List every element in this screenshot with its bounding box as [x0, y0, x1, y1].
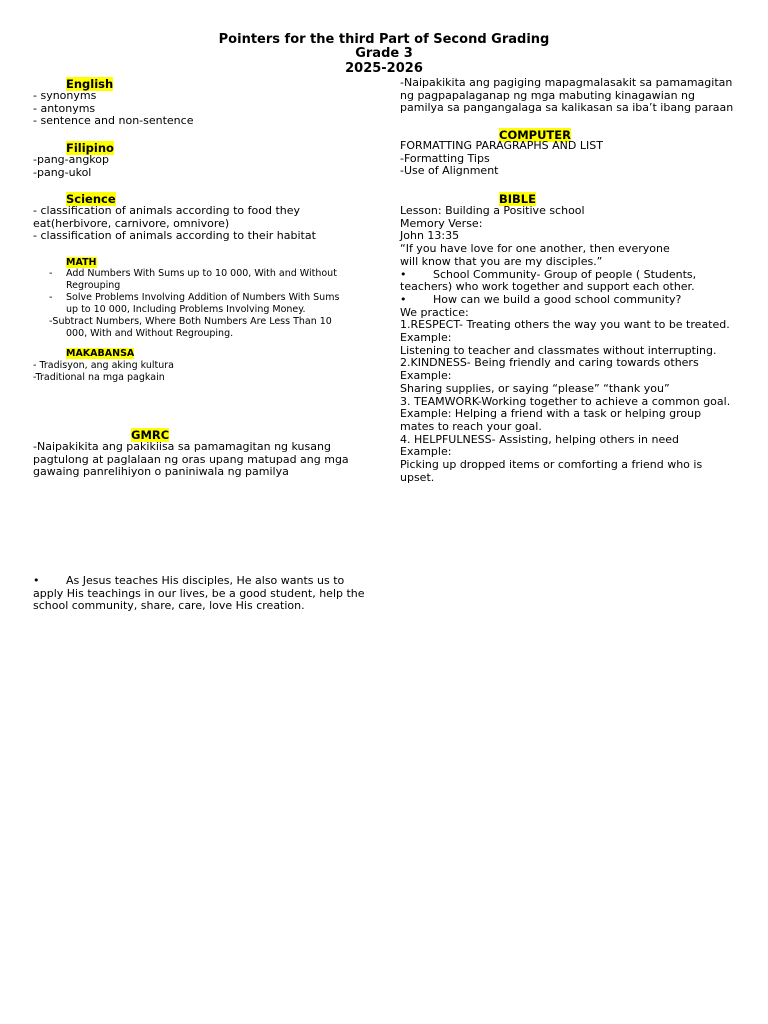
- doc-grade: Grade 3: [355, 46, 413, 61]
- doc-school-year: 2025-2026: [345, 61, 423, 76]
- math-item-cont: 000, With and Without Regrouping.: [66, 328, 234, 339]
- math-item: - Add Numbers With Sums up to 10 000, With and Without Regrouping: [49, 268, 337, 291]
- values-text: -Naipakikita ang pagiging mapagmalasakit sa pamamagitan ng pagpapalaganap ng mga mabuting kinagawian ng pamilya sa pangangalaga sa kalikasan sa iba’t ibang paraan: [400, 76, 734, 115]
- science-list: [33, 205, 378, 243]
- computer-list: FORMATTING PARAGRAPHS AND LIST -Formatting Tips -Use of Alignment: [400, 139, 603, 178]
- computer-heading: COMPUTER: [499, 128, 571, 142]
- filipino-heading: Filipino: [66, 141, 114, 155]
- english-list: [33, 90, 378, 128]
- bible-heading: BIBLE: [499, 192, 536, 206]
- bullet-icon: •: [33, 574, 40, 587]
- english-heading: English: [66, 77, 114, 91]
- makabansa-item: -Traditional na mga pagkain: [33, 372, 165, 383]
- math-heading: MATH: [66, 257, 97, 268]
- makabansa-heading: MAKABANSA: [66, 348, 135, 359]
- bible-text: Lesson: Building a Positive school Memory Verse: John 13:35 “If you have love for one another, then everyone will know that you are my disciples.” • School Community- Group of people ( Students, teachers) who work together and support each other. • How can we build a good school community? We practice: 1.RESPECT- Treating others the way you want to be treated. Example: Listening to teacher and classmates without interrupting. 2.KINDNESS- Being friendly and caring towards others Example: Sharing supplies, or saying “please” “thank you” 3. TEAMWORK-Working together to achieve a common goal. Example: Helping a friend with a task or helping group mates to reach your goal. 4. HELPFULNESS- Assisting, helping others in need Example: Picking up dropped items or comforting a friend who is upset.: [400, 204, 731, 484]
- gmrc-text: -Naipakikita ang pakikiisa sa pamamagitan ng kusang pagtulong at paglalaan ng oras upang matupad ang mga gawaing panrelihiyon o paniniwala ng pamilya: [33, 440, 349, 479]
- science-line: - classification of animals according to their habitat: [33, 229, 316, 243]
- filipino-item: -pang-angkop: [33, 153, 110, 166]
- jesus-paragraph: • As Jesus teaches His disciples, He also wants us to apply His teachings in our lives, be a good student, help the school community, share, care, love His creation.: [33, 574, 365, 613]
- gmrc-heading: GMRC: [131, 428, 170, 442]
- math-item: - Solve Problems Involving Addition of Numbers With Sums up to 10 000, Including Problems Involving Money.: [49, 292, 340, 315]
- science-line: eat(herbivore, carnivore, omnivore): [33, 216, 230, 230]
- filipino-item: -pang-ukol: [33, 165, 92, 179]
- math-list: [33, 268, 363, 340]
- science-line: - classification of animals according to food they: [33, 204, 301, 217]
- math-item: -Subtract Numbers, Where Both Numbers Are Less Than 10: [49, 316, 332, 327]
- bullet-icon: •: [400, 267, 407, 281]
- makabansa-list: [33, 360, 378, 384]
- english-item: - antonyms: [33, 101, 96, 115]
- makabansa-item: - Tradisyon, ang aking kultura: [33, 360, 174, 371]
- doc-title: Pointers for the third Part of Second Grading: [218, 32, 550, 47]
- filipino-list: [33, 154, 378, 179]
- english-item: - synonyms: [33, 89, 97, 102]
- science-heading: Science: [66, 192, 116, 206]
- bullet-icon: •: [400, 292, 407, 306]
- english-item: - sentence and non-sentence: [33, 114, 194, 128]
